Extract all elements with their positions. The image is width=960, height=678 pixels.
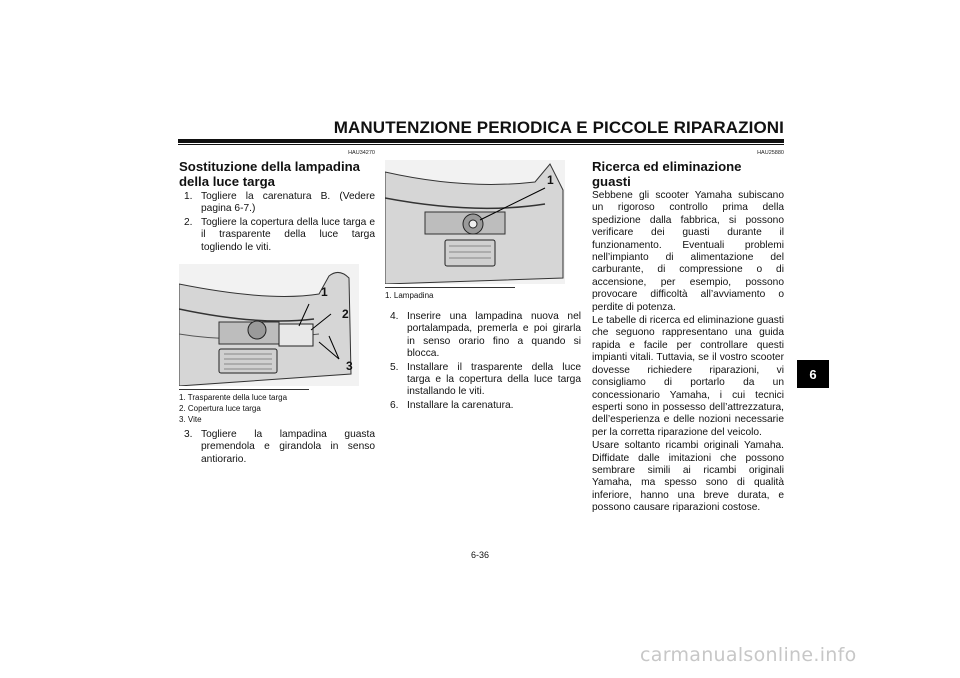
left-column	[179, 150, 375, 467]
header-rule-thick	[178, 139, 784, 143]
right-column	[592, 150, 784, 515]
step-text: Togliere la copertura della luce targa e il trasparente della luce targa togliendo le viti.	[201, 216, 375, 253]
step-text: Installare il trasparente della luce targa e la copertura della luce targa installando le viti.	[407, 361, 581, 398]
section-title-line1: Sostituzione della lampadina	[179, 159, 360, 174]
step-text: Togliere la lampadina guasta premendola e girandola in senso antiorario.	[201, 429, 375, 465]
section-code: HAU25880	[757, 150, 784, 156]
watermark: carmanualsonline.info	[640, 644, 857, 666]
caption-item: 3. Vite	[179, 415, 202, 425]
figure-bulb	[385, 160, 565, 284]
page-header-title: MANUTENZIONE PERIODICA E PICCOLE RIPARAZIONI	[333, 118, 784, 137]
step-text: Installare la carenatura.	[407, 399, 514, 411]
figure-captions	[385, 290, 581, 301]
caption-item: 1. Trasparente della luce targa	[179, 393, 288, 403]
figure-callout: 1	[321, 285, 328, 300]
header-rule-thin	[178, 144, 784, 145]
step-text: Inserire una lampadina nuova nel portalampada, premerla e poi girarla in senso orario fino a quando si blocca.	[407, 311, 581, 360]
section-code: HAU34270	[348, 150, 375, 156]
step-item	[385, 311, 581, 361]
paragraph: Usare soltanto ricambi originali Yamaha. Diffidate dalle imitazioni che possono sembrare simili ai ricambi originali Yamaha, ma spesso sono di qualità inferiore, hanno una breve durata, e possono causare riparazioni costose.	[592, 440, 784, 514]
caption-item: 1. Lampadina	[385, 291, 434, 300]
figure-license-light-cover	[179, 264, 359, 386]
step-item	[179, 429, 375, 466]
step-item	[179, 191, 375, 216]
section-title-license-light	[179, 159, 375, 189]
step-number: 2.	[184, 216, 193, 228]
steps-list-3	[385, 311, 581, 412]
caption-rule	[179, 389, 309, 390]
step-item	[179, 217, 375, 254]
step-number: 1.	[184, 191, 193, 202]
page-number: 6-36	[470, 550, 489, 560]
section-title-troubleshooting: Ricerca ed eliminazione guasti	[592, 159, 742, 189]
figure-callout: 3	[346, 359, 353, 374]
license-light-illustration	[179, 264, 359, 386]
step-item	[385, 400, 581, 412]
middle-column	[385, 150, 581, 413]
bulb-illustration	[385, 160, 565, 284]
section-title-line2: della luce targa	[179, 174, 276, 189]
steps-list-1	[179, 191, 375, 254]
caption-rule	[385, 287, 515, 288]
step-text: Togliere la carenatura B. (Vedere pagina 6-7.)	[201, 191, 375, 215]
steps-list-2	[179, 429, 375, 466]
step-number: 5.	[390, 361, 399, 373]
figure-callout: 1	[547, 173, 554, 187]
step-number: 3.	[184, 429, 193, 441]
chapter-tab: 6	[797, 360, 829, 388]
step-item	[385, 362, 581, 399]
paragraph: Sebbene gli scooter Yamaha subiscano un rigoroso controllo prima della spedizione dalla fabbrica, si possono verificare dei guasti durante il funzionamento. Eventuali problemi nell’impianto di alimentazione del carburante, di compressione o di accensione, per esempio, possono provocare difficoltà all’avviamento o perdite di potenza.	[592, 190, 784, 313]
figure-captions	[179, 392, 375, 425]
step-number: 6.	[390, 399, 399, 411]
caption-item: 2. Copertura luce targa	[179, 404, 261, 414]
paragraph: Le tabelle di ricerca ed eliminazione guasti che seguono rappresentano una guida rapida e facile per controllare questi impianti vitali. Tuttavia, se il vostro scooter dovesse richiedere riparazioni, vi consigliamo di portarlo da un concessionario Yamaha, i cui tecnici esperti sono in possesso dell’attrezzatura, dell’esperienza e delle nozioni necessarie per la corretta riparazione del veicolo.	[592, 315, 784, 438]
step-number: 4.	[390, 311, 399, 322]
figure-callout: 2	[342, 307, 349, 322]
